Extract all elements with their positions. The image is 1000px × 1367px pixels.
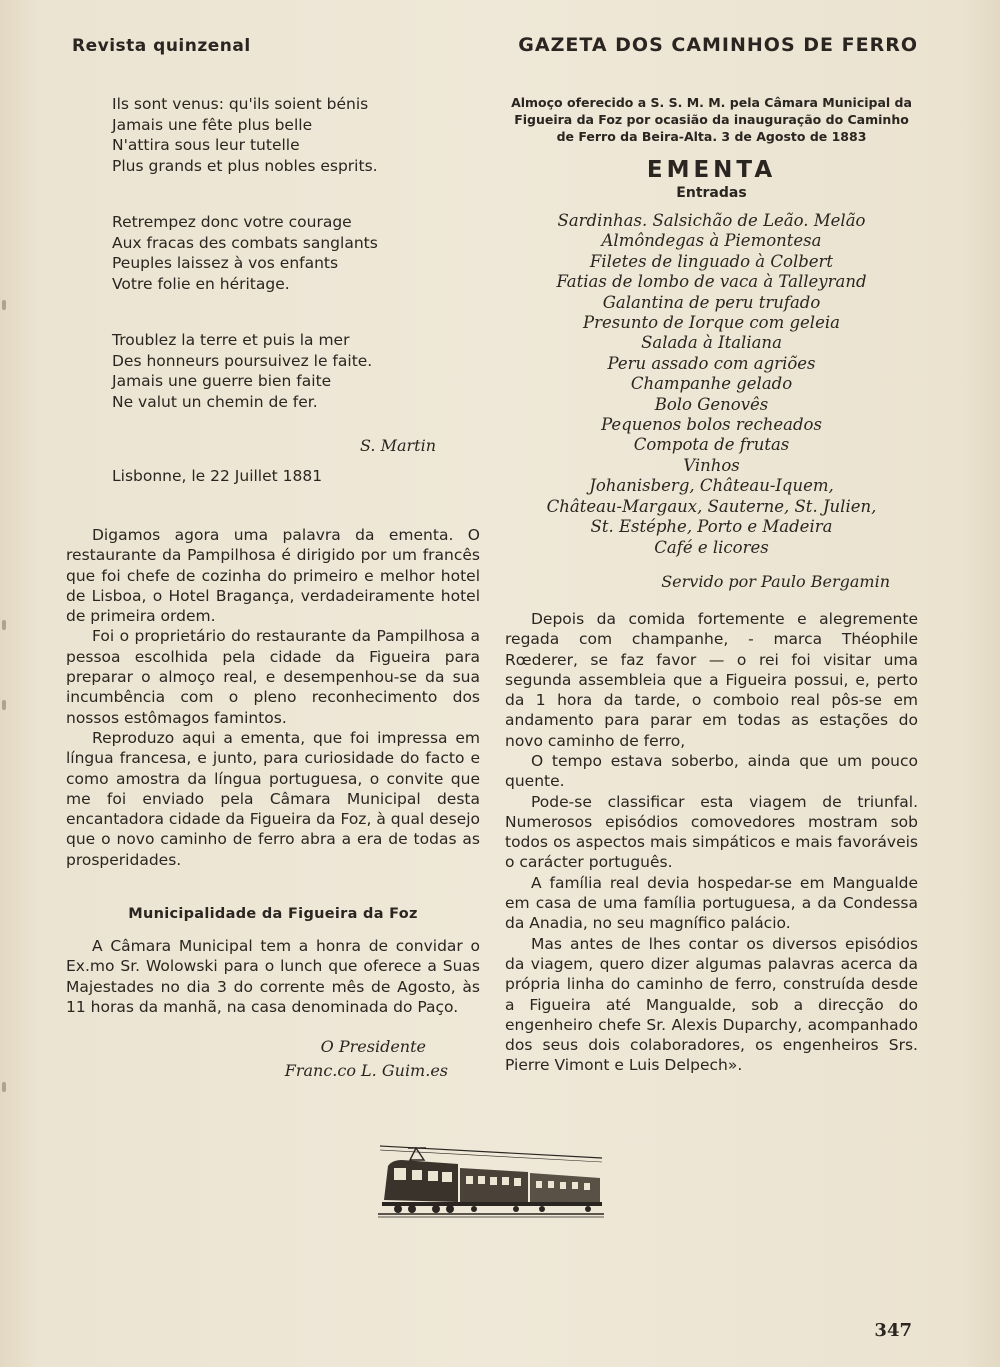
page-number: 347 — [874, 1320, 912, 1341]
paragraph: Depois da comida fortemente e alegremente regada com champanhe, - marca Théophile Rœderer, se faz favor — o rei foi visitar uma segunda assembleia que a Figueira possui, e, perto da 1 hora da tarde, o comboio real pôs-se em andamento para parar em todas as estações do novo caminho de ferro, — [505, 609, 918, 750]
served-by: Servido por Paulo Bergamin — [661, 571, 890, 591]
menu-item: Johanisberg, Château-Iquem, — [589, 476, 834, 496]
electric-train-illustration — [378, 1138, 604, 1218]
menu-item: Fatias de lombo de vaca à Talleyrand — [556, 272, 867, 292]
edge-mark — [2, 620, 6, 630]
paragraph: A família real devia hospedar-se em Mangualde em casa de uma família portuguesa, a da Condessa da Anadia, no seu magnífico palácio. — [505, 873, 918, 933]
running-header-right: GAZETA DOS CAMINHOS DE FERRO — [518, 34, 918, 56]
poem-line: Ne valut un chemin de fer. — [112, 392, 318, 411]
poem-signature: S. Martin — [360, 436, 436, 455]
paragraph: O tempo estava soberbo, ainda que um pouco quente. — [505, 751, 918, 791]
poem-line: Retrempez donc votre courage — [112, 213, 352, 231]
poem-line: Des honneurs poursuivez le faite. — [112, 351, 373, 370]
poem — [66, 94, 480, 412]
menu-item: Château-Margaux, Sauterne, St. Julien, — [546, 496, 877, 516]
left-column — [66, 94, 480, 1083]
paragraph: Digamos agora uma palavra da ementa. O restaurante da Pampilhosa é dirigido por um francês que foi chefe de cozinha do primeiro e melhor hotel de Lisboa, o Hotel Bragança, verdadeiramente hotel de primeira ordem. — [66, 526, 480, 626]
menu-item: Pequenos bolos recheados — [601, 415, 822, 435]
poem-line: Jamais une fête plus belle — [112, 115, 313, 134]
menu-item: St. Estéphe, Porto e Madeira — [590, 517, 833, 537]
invitation-body — [66, 936, 480, 1017]
poem-line: Troublez la terre et puis la mer — [112, 331, 350, 349]
poem-stanza-3 — [112, 330, 480, 412]
paragraph: Foi o proprietário do restaurante da Pampilhosa a pessoa escolhida pela cidade da Figueira para preparar o almoço real, e desempenhou-se da sua incumbência com o pleno reconhecimento dos nossos estômagos famintos. — [66, 627, 480, 727]
poem-line: Plus grands et plus nobles esprits. — [112, 156, 378, 175]
invitation-signoff — [66, 1035, 480, 1083]
menu-item: Champanhe gelado — [630, 374, 793, 394]
ementa-header: Almoço oferecido a S. S. M. M. pela Câmara Municipal da Figueira da Foz por ocasião da inauguração do Caminho de Ferro da Beira-Alta. 3 de Agosto de 1883 — [511, 95, 912, 144]
menu-item: Almôndegas à Piemontesa — [601, 231, 822, 251]
poem-place-date: Lisbonne, le 22 Juillet 1881 — [112, 467, 323, 485]
poem-line: Aux fracas des combats sanglants — [112, 233, 378, 252]
paragraph: Pode-se classificar esta viagem de triunfal. Numerosos episódios comovedores mostram sob todos os aspectos mais simpáticos e mais favoráveis o carácter português. — [505, 792, 918, 872]
menu-item: Galantina de peru trufado — [602, 292, 821, 312]
invitation-title: Municipalidade da Figueira da Foz — [128, 906, 418, 923]
menu-item: Peru assado com agriões — [607, 353, 816, 373]
invitation-signature: Franc.co L. Guim.es — [284, 1061, 448, 1081]
edge-mark — [2, 300, 6, 310]
edge-mark — [2, 700, 6, 710]
right-column — [505, 94, 918, 1076]
menu-item: Salada à Italiana — [641, 333, 782, 353]
poem-line: Peuples laissez à vos enfants — [112, 254, 339, 272]
right-prose — [505, 609, 918, 1076]
poem-line: Votre folie en héritage. — [112, 274, 290, 293]
ementa-subtitle: Entradas — [676, 185, 747, 201]
invitation-text: A Câmara Municipal tem a honra de convidar o Ex.mo Sr. Wolowski para o lunch que oferece a Suas Majestades no dia 3 do corrente mês de Agosto, às 11 horas da manhã, na casa denominada do Paço. — [66, 937, 480, 1016]
paragraph: Reproduzo aqui a ementa, que foi impressa em língua francesa, e junto, para curiosidade do facto e como amostra da língua portuguesa, o convite que me foi enviado pela Câmara Municipal desta encantadora cidade da Figueira da Foz, à qual desejo que o novo caminho de ferro abra a era de todas as prosperidades. — [66, 728, 480, 869]
invitation-closing: O Presidente — [320, 1037, 426, 1057]
menu-item: Presunto de Iorque com geleia — [583, 313, 840, 333]
menu-item: Vinhos — [683, 455, 740, 475]
left-prose — [66, 525, 480, 870]
poem-stanza-2 — [112, 212, 480, 294]
menu-item: Filetes de linguado à Colbert — [589, 251, 834, 271]
poem-line: Ils sont venus: qu'ils soient bénis — [112, 95, 369, 113]
menu-item: Café e licores — [654, 537, 769, 557]
running-header-left: Revista quinzenal — [72, 36, 251, 56]
paragraph: Mas antes de lhes contar os diversos episódios da viagem, quero dizer algumas palavras acerca da própria linha do caminho de ferro, construída desde a Figueira até Mangualde, sob a direcção do engenheiro chefe Sr. Alexis Duparchy, acompanhado dos seus dois colaboradores, os engenheiros Srs. Pierre Vimont e Luis Delpech». — [505, 934, 918, 1075]
menu-item: Compota de frutas — [633, 435, 790, 455]
poem-stanza-1 — [112, 94, 480, 176]
poem-line: Jamais une guerre bien faite — [112, 372, 332, 390]
menu-item: Sardinhas. Salsichão de Leão. Melão — [557, 211, 866, 230]
poem-line: N'attira sous leur tutelle — [112, 136, 300, 154]
edge-mark — [2, 1082, 6, 1092]
ementa-title: EMENTA — [646, 157, 777, 183]
menu-item: Bolo Genovês — [654, 394, 769, 414]
menu-list — [505, 211, 918, 558]
